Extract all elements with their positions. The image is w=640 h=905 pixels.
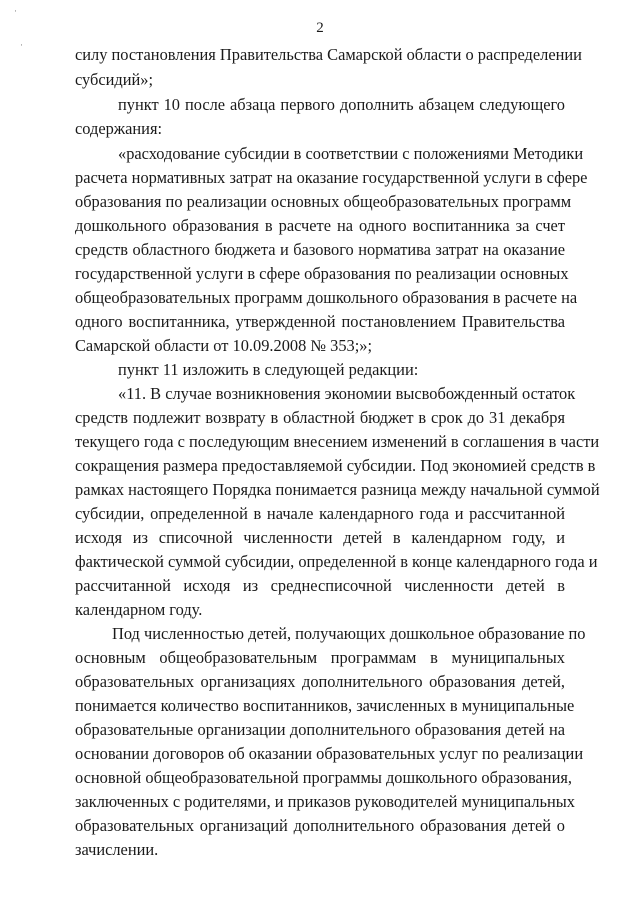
- text-line: рассчитанной исходя из среднесписочной численности детей в: [75, 576, 565, 595]
- text-line: силу постановления Правительства Самарской области о распределении: [75, 45, 582, 64]
- text-line: образовательных организаций дополнительного образования детей о: [75, 816, 565, 835]
- text-line: исходя из списочной численности детей в календарном году, и: [75, 528, 565, 547]
- scan-mark: ​·: [14, 6, 17, 16]
- text-line: субсидии, определенной в начале календарного года и рассчитанной: [75, 504, 565, 523]
- text-line: понимается количество воспитанников, зачисленных в муниципальные: [75, 696, 575, 715]
- text-line: образовательных организациях дополнительного образования детей,: [75, 672, 565, 691]
- text-line: средств областного бюджета и базового норматива затрат на оказание: [75, 240, 565, 259]
- text-line: образования по реализации основных общеобразовательных программ: [75, 192, 572, 211]
- text-line: основным общеобразовательным программам в муниципальных: [75, 648, 565, 667]
- text-line: субсидий»;: [75, 70, 154, 89]
- text-line: средств подлежит возврату в областной бюджет в срок до 31 декабря: [75, 408, 565, 427]
- text-line: дошкольного образования в расчете на одного воспитанника за счет: [75, 216, 565, 235]
- text-line: фактической суммой субсидии, определенной в конце календарного года и: [75, 552, 598, 571]
- text-line: «11. В случае возникновения экономии высвобожденный остаток: [118, 384, 576, 403]
- text-line: образовательные организации дополнительного образования детей на: [75, 720, 565, 739]
- text-line: зачислении.: [75, 840, 159, 859]
- text-line: пункт 11 изложить в следующей редакции:: [118, 360, 419, 379]
- text-line: рамках настоящего Порядка понимается разница между начальной суммой: [75, 480, 600, 499]
- text-line: Самарской области от 10.09.2008 № 353;»;: [75, 336, 373, 355]
- scan-mark: ​·: [20, 40, 23, 50]
- text-line: «расходование субсидии в соответствии с положениями Методики: [118, 144, 584, 163]
- text-line: Под численностью детей, получающих дошкольное образование по: [112, 624, 586, 643]
- text-line: сокращения размера предоставляемой субсидии. Под экономией средств в: [75, 456, 596, 475]
- text-line: текущего года с последующим внесением изменений в соглашения в части: [75, 432, 600, 451]
- text-line: расчета нормативных затрат на оказание государственной услуги в сфере: [75, 168, 588, 187]
- text-line: основной общеобразовательной программы дошкольного образования,: [75, 768, 572, 787]
- text-line: пункт 10 после абзаца первого дополнить абзацем следующего: [118, 95, 565, 114]
- text-line: основании договоров об оказании образовательных услуг по реализации: [75, 744, 584, 763]
- text-line: государственной услуги в сфере образования по реализации основных: [75, 264, 569, 283]
- text-line: календарном году.: [75, 600, 203, 619]
- text-line: одного воспитанника, утвержденной постановлением Правительства: [75, 312, 565, 331]
- text-line: общеобразовательных программ дошкольного образования в расчете на: [75, 288, 578, 307]
- text-line: содержания:: [75, 119, 163, 138]
- text-line: заключенных с родителями, и приказов руководителей муниципальных: [75, 792, 575, 811]
- page-number: 2: [316, 20, 324, 36]
